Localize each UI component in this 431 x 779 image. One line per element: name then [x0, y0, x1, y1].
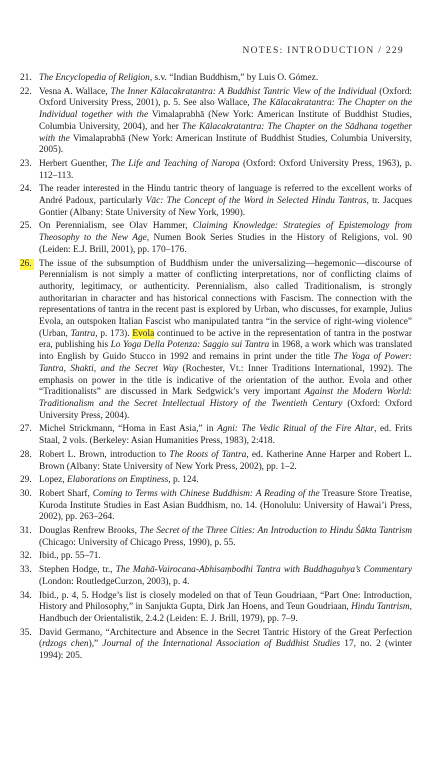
endnote: [20, 184, 412, 219]
note-text: , p. 124.: [168, 475, 199, 486]
italic-title: Lo Yoga Della Potenza: Saggio sui Tantra: [110, 340, 270, 351]
italic-title: Tantra: [70, 328, 96, 339]
endnote-number: 31.: [20, 526, 32, 537]
endnote-number: 28.: [20, 449, 32, 460]
note-text: , s.v. “Indian Buddhism,” by Luis O. Gómez.: [149, 73, 319, 83]
note-text: (Oxford: Oxford University Press, 2001), p. 5. See also Wallace,: [39, 86, 412, 109]
endnote-number: 21.: [20, 73, 32, 83]
endnote: [20, 475, 412, 487]
italic-title: The Mahā-Vairocana-Abhisaṃbodhi Tantra with Buddhaguhya’s Commentary: [115, 565, 412, 576]
note-text: Ibid., p. 4, 5. Hodge’s list is closely modeled on that of Teun Goudriaan, “Part One: Introduction, History and Philosophy,” in Sanjukta Gupta, Dirk Jan Hoens, and Teun Goudriaan,: [39, 590, 412, 613]
italic-title: The Encyclopedia of Religion: [39, 73, 150, 83]
endnote-number: 30.: [20, 488, 32, 499]
italic-title: The Inner Kālacakratantra: A Buddhist Tantric View of the Individual: [110, 86, 377, 97]
endnote-number: 24.: [20, 184, 32, 195]
endnote-number: 34.: [20, 590, 32, 601]
note-text: Treasure Store Treatise, Kuroda Institute Studies in East Asian Buddhism, no. 14. (Honolulu: University of Hawai’i Press, 2002), pp. 263–264.: [39, 488, 413, 523]
italic-title: Claiming Knowledge: Strategies of Epistemology from Theosophy to the New Age: [39, 221, 413, 244]
note-text: , ed. Frits Staal, 2 vols. (Berkeley: Asian Humanities Press, 1983), 2:418.: [39, 424, 412, 447]
endnote-number: 32.: [20, 551, 32, 562]
note-text: 17, no. 2 (winter 1994): 205.: [39, 639, 412, 662]
note-text: The issue of the subsumption of Buddhism under the universalizing—hegemonic—discourse of Perennialism is not simply a matter of conflicting interpretations, nor of conflicting claims of authority, legitimacy, or authenticity. Perennialism, also called Traditionalism, is strongly authoritarian in character and has historical connections with Fascism. The connection with the representations of tantra in the recent past is explored by Urban, who discusses, for example, Julius Evola, an outspoken Italian Fascist who manipulated tantra “in the service of right-wing violence” (Urban,: [39, 258, 412, 339]
note-text: Herbert Guenther,: [39, 158, 111, 169]
endnote: [20, 526, 412, 549]
endnote: [20, 489, 412, 524]
italic-title: Vāc: The Concept of the Word in Selected Hindu Tantras: [145, 196, 367, 207]
italic-title: Agni: The Vedic Ritual of the Fire Altar: [217, 424, 375, 435]
endnote: [20, 159, 412, 182]
endnote-number: 27.: [20, 424, 32, 435]
endnotes-list: [20, 73, 412, 665]
note-text: ),”: [88, 639, 103, 650]
note-text: (Rochester, Vt.: Inner Traditions International, 1992). The emphasis on power in the title is indicative of the orientation of the author. Evola and other “Traditionalists” are discussed in Mark Sedgwick’s very important: [39, 363, 412, 398]
endnote-number: 23.: [20, 158, 32, 169]
note-text: , Handbuch der Orientalistik, 2.4.2 (Leiden: E. J. Brill, 1979), pp. 7–9.: [39, 602, 412, 624]
endnote: [20, 221, 412, 256]
italic-title: Journal of the International Association of Buddhist Studies: [102, 639, 341, 650]
note-text: Vesna A. Wallace,: [39, 86, 111, 97]
note-text: The reader interested in the Hindu tantric theory of language is referred to the excellent works of André Padoux, particularly: [39, 184, 412, 207]
endnote-number: 29.: [20, 475, 32, 486]
note-text: Douglas Renfrew Brooks,: [39, 526, 140, 537]
endnote: [20, 73, 412, 85]
note-text: , ed. Katherine Anne Harper and Robert L. Brown (Albany: State University of New York Press, 2002), pp. 1–2.: [39, 449, 412, 472]
note-text: Vimalaprabhā (New York: American Institute of Buddhist Studies, Columbia University, 2004), and her: [39, 110, 412, 132]
endnote-number: 33.: [20, 565, 32, 576]
note-text: Stephen Hodge, tr.,: [39, 565, 116, 576]
note-text: Ibid., pp. 55–71.: [39, 551, 101, 562]
italic-title: Against the Modern World: Traditionalism and the Secret Intellectual History of the Twentieth Century: [39, 387, 413, 409]
italic-title: The Life and Teaching of Naropa: [110, 158, 240, 169]
endnote: [20, 565, 412, 588]
endnote-number: 22.: [20, 86, 32, 97]
note-text: , Numen Book Series Studies in the History of Religions, vol. 90 (Leiden: E.J. Brill, 2001), pp. 170–176.: [39, 233, 412, 255]
endnote: [20, 591, 412, 626]
note-text: , tr. Jacques Gontier (Albany: State University of New York, 1990).: [39, 196, 413, 218]
note-text: continued to be active in the representation of tantra in the postwar era, publishing his: [39, 328, 412, 351]
italic-title: Elaborations on Emptiness: [67, 475, 169, 486]
italic-title: Hindu Tantrism: [351, 602, 410, 613]
endnote-number: 25.: [20, 221, 32, 232]
highlighted-text: Evola: [132, 328, 155, 339]
note-text: in 1968, a work which was translated into English by Guido Stucco in 1992 and remains in print under the title: [39, 340, 412, 363]
note-text: (Chicago: University of Chicago Press, 1990), p. 55.: [39, 537, 236, 548]
note-text: (Oxford: Oxford University Press, 2004).: [39, 398, 412, 421]
note-text: Vimalaprabhā (New York: American Institute of Buddhist Studies, Columbia University, 2005).: [39, 133, 412, 156]
italic-title: The Yoga of Power: Tantra, Shakti, and the Secret Way: [39, 352, 412, 374]
note-text: (Oxford: Oxford University Press, 1963), p. 112–113.: [39, 158, 413, 181]
endnote: [20, 628, 412, 663]
italic-title: The Kālacakratantra: The Chapter on the Individual together with the: [39, 98, 412, 121]
note-text: Michel Strickmann, “Homa in East Asia,” in: [39, 424, 218, 435]
endnote: [20, 551, 412, 563]
endnote: [20, 87, 412, 157]
italic-title: The Secret of the Three Cities: An Introduction to Hindu Śākta Tantrism: [139, 526, 412, 537]
running-head: NOTES: INTRODUCTION / 229: [242, 46, 404, 56]
endnote-number: 35.: [20, 627, 32, 638]
italic-title: Coming to Terms with Chinese Buddhism: A Reading of the: [92, 488, 320, 499]
endnote: [20, 424, 412, 447]
note-text: On Perennialism, see Olav Hammer,: [39, 221, 193, 232]
endnote-number: 26.: [20, 258, 32, 269]
italic-title: The Kālacakratantra: The Chapter on the Sādhana together with the: [39, 121, 412, 144]
endnote: [20, 450, 412, 473]
italic-title: The Roots of Tantra: [169, 449, 247, 460]
note-text: Robert L. Brown, introduction to: [39, 449, 170, 460]
note-text: (London: RoutledgeCurzon, 2003), p. 4.: [39, 576, 190, 587]
note-text: David Germano, “Architecture and Absence in the Secret Tantric History of the Great Perfection (: [39, 627, 412, 650]
endnote: [20, 259, 412, 423]
note-text: Lopez,: [39, 475, 68, 486]
italic-title: rdzogs chen: [42, 639, 89, 650]
note-text: Robert Sharf,: [39, 488, 93, 499]
note-text: , p. 173).: [95, 328, 133, 339]
